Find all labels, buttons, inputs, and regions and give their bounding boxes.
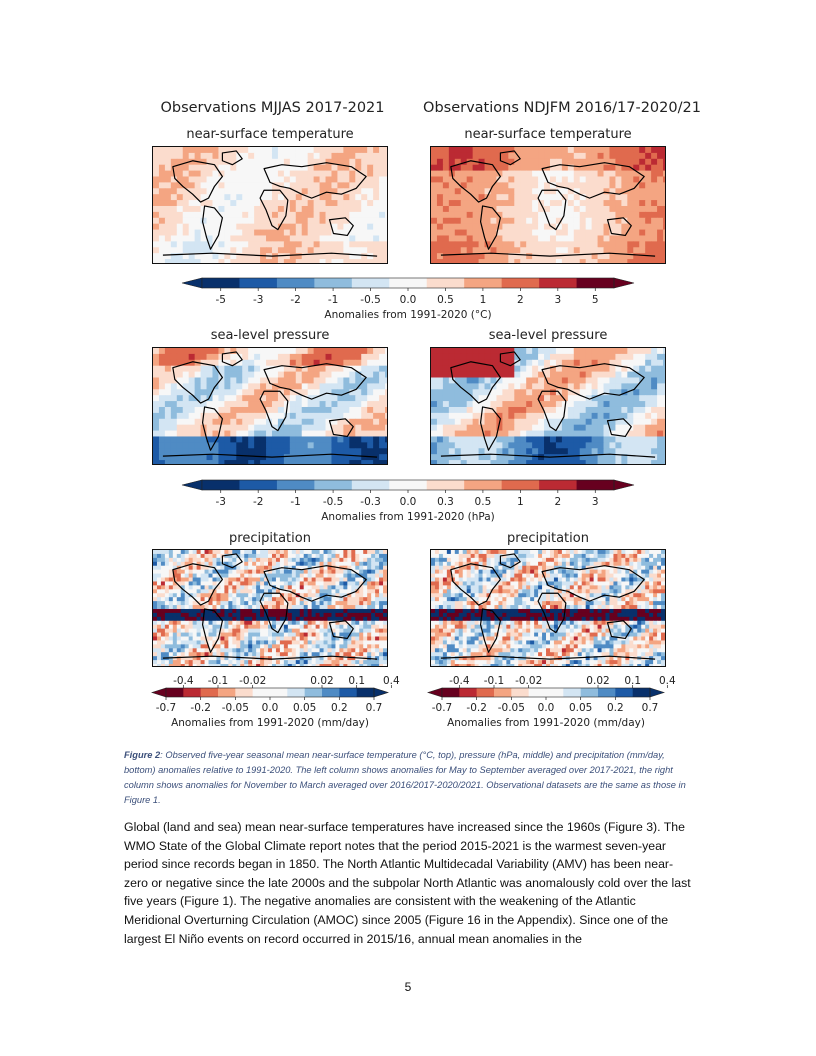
precip-colorbar-extend-high bbox=[374, 688, 388, 697]
precip-colorbar-swatch bbox=[322, 688, 340, 697]
precip-colorbar-tick-label-bottom: 0.05 bbox=[292, 702, 317, 714]
precip-colorbar-tick-label-bottom: 0.7 bbox=[641, 702, 659, 714]
precip-colorbar-tick-label-top: 0.4 bbox=[382, 675, 400, 687]
precip-colorbar-tick-label-bottom: -0.05 bbox=[497, 702, 525, 714]
precip-colorbar-tick-label-top: 0.02 bbox=[586, 675, 610, 687]
temperature-colorbar-swatch bbox=[502, 278, 540, 288]
precip-colorbar-swatch bbox=[201, 688, 219, 697]
precip-colorbar-swatch bbox=[546, 688, 564, 697]
precip-colorbar-extend-low bbox=[152, 688, 166, 697]
temperature-colorbar-tick-label: 0.5 bbox=[437, 294, 454, 306]
pressure-colorbar-swatch bbox=[202, 480, 240, 490]
precip-colorbar-tick-label-bottom: 0.0 bbox=[537, 702, 555, 714]
pressure-colorbar-swatch bbox=[277, 480, 315, 490]
temperature-colorbar-swatch bbox=[577, 278, 615, 288]
pressure-colorbar-tick-label: -0.5 bbox=[322, 496, 344, 508]
precipitation-right-panel-title: precipitation bbox=[507, 531, 589, 546]
precip-colorbar-tick-label-top: -0.4 bbox=[449, 675, 470, 687]
precip-colorbar-tick-label-bottom: 0.7 bbox=[365, 702, 383, 714]
temperature-colorbar-tick-label: -2 bbox=[290, 294, 301, 306]
temperature-colorbar-label: Anomalies from 1991-2020 (°C) bbox=[324, 309, 492, 321]
precip-colorbar-tick-label-bottom: -0.05 bbox=[221, 702, 249, 714]
temperature-map-mjjas bbox=[152, 146, 388, 264]
precip-colorbar-tick-label-bottom: 0.05 bbox=[568, 702, 593, 714]
precip-colorbar-tick-label-bottom: -0.2 bbox=[190, 702, 211, 714]
precipitation-colorbar-right bbox=[426, 674, 676, 736]
precip-colorbar-tick-label-bottom: -0.7 bbox=[431, 702, 453, 714]
pressure-colorbar-extend-high bbox=[614, 480, 634, 490]
precip-colorbar-swatch bbox=[183, 688, 201, 697]
precip-colorbar-tick-label-bottom: -0.7 bbox=[155, 702, 177, 714]
precip-colorbar-swatch bbox=[253, 688, 271, 697]
temperature-colorbar-swatch bbox=[539, 278, 577, 288]
pressure-right-panel-title: sea-level pressure bbox=[488, 328, 608, 343]
pressure-colorbar-tick-label: 0.3 bbox=[437, 496, 454, 508]
precip-colorbar-tick-label-bottom: 0.0 bbox=[261, 702, 279, 714]
precip-colorbar-swatch bbox=[633, 688, 651, 697]
precip-colorbar-tick-label-top: -0.02 bbox=[515, 675, 543, 687]
temperature-map-ndjfm bbox=[430, 146, 666, 264]
precip-colorbar-tick-label-top: -0.4 bbox=[173, 675, 194, 687]
pressure-colorbar-swatch bbox=[314, 480, 352, 490]
precip-colorbar-tick-label-top: 0.4 bbox=[658, 675, 676, 687]
temperature-colorbar-extend-low bbox=[182, 278, 202, 288]
precip-colorbar-swatch bbox=[477, 688, 495, 697]
precipitation-map-ndjfm bbox=[430, 549, 666, 667]
pressure-colorbar-swatch bbox=[389, 480, 427, 490]
temperature-colorbar-swatch bbox=[352, 278, 390, 288]
pressure-colorbar-swatch bbox=[577, 480, 615, 490]
precip-colorbar-swatch bbox=[442, 688, 460, 697]
precip-colorbar-swatch bbox=[218, 688, 236, 697]
temperature-colorbar-tick-label: -0.5 bbox=[360, 294, 381, 306]
precip-colorbar-swatch bbox=[339, 688, 357, 697]
precip-colorbar-swatch bbox=[598, 688, 616, 697]
precip-colorbar-swatch bbox=[615, 688, 633, 697]
temperature-colorbar-swatch bbox=[464, 278, 502, 288]
pressure-colorbar bbox=[180, 478, 636, 524]
precip-colorbar-tick-label-bottom: 0.2 bbox=[330, 702, 348, 714]
precip-colorbar-swatch bbox=[287, 688, 305, 697]
pressure-colorbar-tick-label: 2 bbox=[554, 496, 562, 508]
precipitation-map-mjjas bbox=[152, 549, 388, 667]
temperature-colorbar-extend-high bbox=[614, 278, 634, 288]
pressure-colorbar-tick-label: 1 bbox=[517, 496, 524, 508]
figure-caption-label: Figure 2 bbox=[124, 750, 161, 760]
pressure-colorbar-tick-label: 3 bbox=[591, 496, 599, 508]
pressure-colorbar-label: Anomalies from 1991-2020 (hPa) bbox=[321, 511, 495, 523]
pressure-colorbar-swatch bbox=[539, 480, 577, 490]
pressure-map-ndjfm bbox=[430, 347, 666, 465]
temperature-colorbar-swatch bbox=[314, 278, 352, 288]
pressure-colorbar-tick-label: -1 bbox=[290, 496, 301, 508]
precip-colorbar-swatch bbox=[494, 688, 512, 697]
pressure-map-mjjas bbox=[152, 347, 388, 465]
temperature-colorbar-tick-label: 0.0 bbox=[399, 294, 417, 306]
precip-colorbar-tick-label-top: 0.1 bbox=[348, 675, 366, 687]
temperature-colorbar-tick-label: -3 bbox=[252, 294, 264, 306]
pressure-left-panel-title: sea-level pressure bbox=[210, 328, 330, 343]
body-paragraph: Global (land and sea) mean near-surface temperatures have increased since the 1960s (Figure 3). The WMO State of the Global Climate report notes that the period 2015-2021 is the warmest seven-year period since records began in 1850. The North Atlantic Multidecadal Variability (AMV) has been near-zero or negative since the late 2000s and the subpolar North Atlantic was anomalously cold over the last five years (Figure 1). The negative anomalies are consistent with the weakening of the Atlantic Meridional Overturning Circulation (AMOC) since 2005 (Figure 16 in the Appendix). Since one of the largest El Niño events on record occurred in 2015/16, annual mean anomalies in the bbox=[124, 820, 691, 946]
precip-colorbar-swatch bbox=[166, 688, 184, 697]
precip-colorbar-swatch bbox=[357, 688, 375, 697]
temperature-colorbar-tick-label: 2 bbox=[517, 294, 524, 306]
precip-colorbar-tick-label-top: 0.02 bbox=[310, 675, 334, 687]
pressure-colorbar-swatch bbox=[502, 480, 540, 490]
precip-colorbar-swatch bbox=[459, 688, 477, 697]
precip-colorbar-swatch bbox=[581, 688, 599, 697]
precip-colorbar-swatch bbox=[235, 688, 253, 697]
temperature-colorbar-tick-label: -1 bbox=[327, 294, 339, 306]
pressure-colorbar-swatch bbox=[464, 480, 502, 490]
precip-colorbar-extend-low bbox=[428, 688, 442, 697]
precip-colorbar-swatch bbox=[511, 688, 529, 697]
temperature-colorbar-swatch bbox=[389, 278, 427, 288]
temperature-colorbar-tick-label: 1 bbox=[479, 294, 487, 306]
left-column-title: Observations MJJAS 2017-2021 bbox=[160, 100, 385, 116]
precip-colorbar-tick-label-top: -0.1 bbox=[483, 675, 505, 687]
precipitation-colorbar-left bbox=[150, 674, 400, 736]
page-number: 5 bbox=[404, 980, 412, 994]
pressure-colorbar-tick-label: -3 bbox=[215, 496, 226, 508]
precip-colorbar-label: Anomalies from 1991-2020 (mm/day) bbox=[171, 717, 369, 729]
precip-colorbar-tick-label-bottom: -0.2 bbox=[466, 702, 487, 714]
pressure-colorbar-extend-low bbox=[182, 480, 202, 490]
pressure-colorbar-swatch bbox=[239, 480, 277, 490]
temperature-colorbar-tick-label: 5 bbox=[591, 294, 599, 306]
precip-colorbar-swatch bbox=[305, 688, 323, 697]
temperature-colorbar-swatch bbox=[239, 278, 277, 288]
precip-colorbar-extend-high bbox=[650, 688, 664, 697]
pressure-colorbar-tick-label: -0.3 bbox=[360, 496, 381, 508]
precip-colorbar-label: Anomalies from 1991-2020 (mm/day) bbox=[447, 717, 645, 729]
temperature-colorbar bbox=[180, 276, 636, 322]
precip-colorbar-swatch bbox=[270, 688, 288, 697]
pressure-colorbar-tick-label: 0.5 bbox=[474, 496, 492, 508]
figure-caption bbox=[124, 748, 694, 808]
temperature-colorbar-tick-label: 3 bbox=[554, 294, 562, 306]
precip-colorbar-swatch bbox=[563, 688, 581, 697]
right-column-title: Observations NDJFM 2016/17-2020/21 bbox=[423, 100, 701, 116]
precip-colorbar-tick-label-top: -0.1 bbox=[207, 675, 229, 687]
pressure-colorbar-swatch bbox=[352, 480, 390, 490]
temperature-colorbar-swatch bbox=[202, 278, 240, 288]
pressure-colorbar-tick-label: 0.0 bbox=[399, 496, 417, 508]
temperature-colorbar-swatch bbox=[277, 278, 315, 288]
precip-colorbar-tick-label-bottom: 0.2 bbox=[606, 702, 624, 714]
pressure-colorbar-swatch bbox=[427, 480, 465, 490]
precip-colorbar-tick-label-top: -0.02 bbox=[239, 675, 267, 687]
precip-colorbar-tick-label-top: 0.1 bbox=[624, 675, 642, 687]
temperature-colorbar-swatch bbox=[427, 278, 465, 288]
temperature-colorbar-tick-label: -5 bbox=[215, 294, 226, 306]
temperature-right-panel-title: near-surface temperature bbox=[464, 127, 632, 142]
temperature-left-panel-title: near-surface temperature bbox=[186, 127, 354, 142]
precip-colorbar-swatch bbox=[529, 688, 547, 697]
figure-caption-text: : Observed five-year seasonal mean near-surface temperature (°C, top), pressure (hPa, middle) and precipitation (mm/day, bottom) anomalies relative to 1991-2020. The left column shows anomalies for May to September averaged over 2017-2021, the right column shows anomalies for November to March averaged over 2016/2017-2020/2021. Observational datasets are the same as those in Figure 1. bbox=[124, 750, 686, 805]
precipitation-left-panel-title: precipitation bbox=[229, 531, 311, 546]
pressure-colorbar-tick-label: -2 bbox=[252, 496, 264, 508]
